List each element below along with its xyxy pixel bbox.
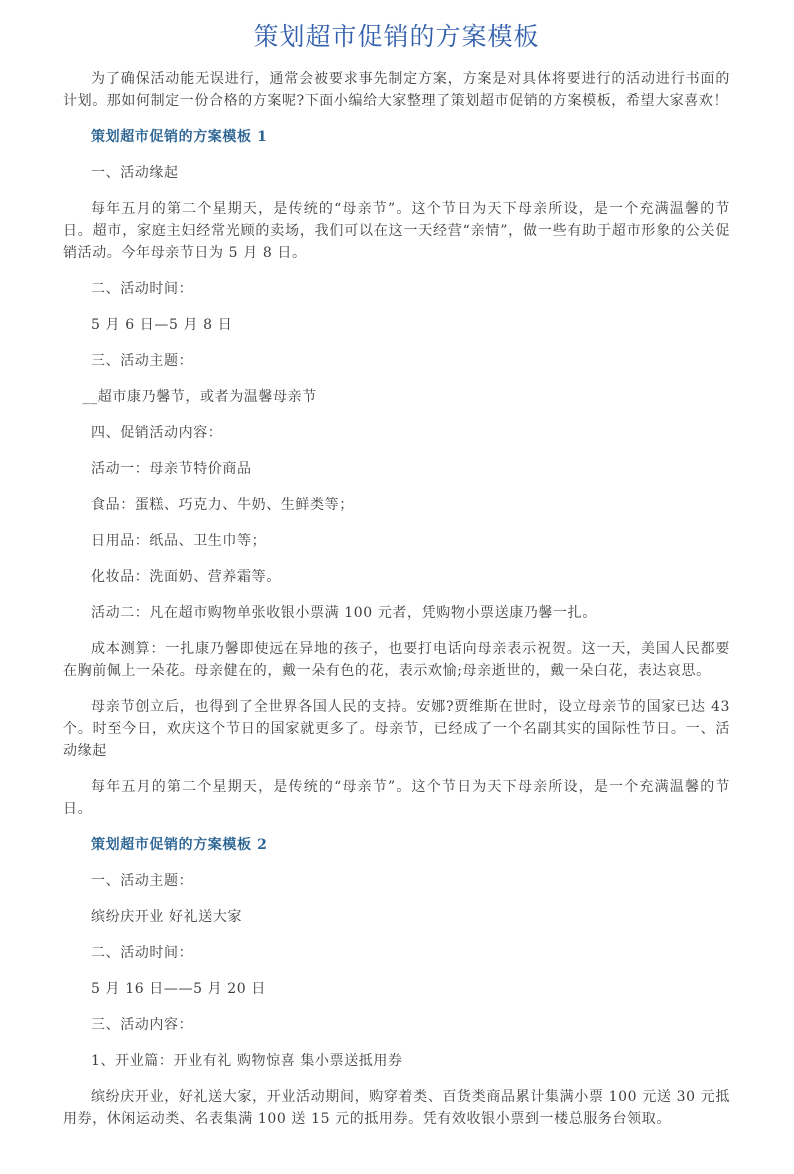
page-title: 策划超市促销的方案模板 (253, 22, 540, 51)
paragraph: 5 月 16 日——5 月 20 日 (91, 981, 266, 997)
paragraph: 成本测算：一扎康乃馨即使远在异地的孩子，也要打电话向母亲表示祝贺。这一天，美国人民都要在胸前佩上一朵花。母亲健在的，戴一朵有色的花，表示欢愉;母亲逝世的，戴一朵白花，表达哀思。 (63, 641, 730, 679)
paragraph: 三、活动内容： (91, 1017, 194, 1033)
paragraph: 每年五月的第二个星期天，是传统的“母亲节”。这个节日为天下母亲所设，是一个充满温馨的节日。超市，家庭主妇经常光顾的卖场，我们可以在这一天经营“亲情”，做一些有助于超市形象的公关促销活动。今年母亲节日为 5 月 8 日。 (63, 201, 730, 261)
paragraph: 母亲节创立后，也得到了全世界各国人民的支持。安娜?贾维斯在世时，设立母亲节的国家已达 43 个。时至今日，欢庆这个节日的国家就更多了。母亲节，已经成了一个名副其实的国际性节日。一、活动缘起 (63, 699, 730, 759)
paragraph: 日用品：纸品、卫生巾等； (91, 533, 267, 549)
section-heading-template-2: 策划超市促销的方案模板 2 (91, 837, 268, 853)
paragraph: 二、活动时间： (91, 945, 194, 961)
paragraph: 缤纷庆开业 好礼送大家 (91, 909, 243, 925)
paragraph: __超市康乃馨节，或者为温馨母亲节 (82, 389, 317, 405)
paragraph: 二、活动时间： (91, 281, 194, 297)
paragraph: 5 月 6 日—5 月 8 日 (91, 317, 233, 333)
paragraph: 四、促销活动内容： (91, 425, 223, 441)
paragraph: 活动二：凡在超市购物单张收银小票满 100 元者，凭购物小票送康乃馨一扎。 (91, 605, 597, 621)
paragraph: 化妆品：洗面奶、营养霜等。 (91, 569, 281, 585)
section-heading-template-1: 策划超市促销的方案模板 1 (91, 129, 268, 145)
paragraph: 食品：蛋糕、巧克力、牛奶、生鲜类等； (91, 497, 354, 513)
paragraph: 缤纷庆开业，好礼送大家，开业活动期间，购穿着类、百货类商品累计集满小票 100 元送 30 元抵用券，休闲运动类、名表集满 100 送 15 元的抵用券。凭有效收银小票到一楼总服务台领取。 (63, 1089, 730, 1127)
paragraph: 三、活动主题： (91, 353, 194, 369)
paragraph: 1、开业篇：开业有礼 购物惊喜 集小票送抵用券 (91, 1053, 403, 1069)
paragraph: 一、活动缘起 (91, 165, 179, 181)
intro-paragraph: 为了确保活动能无误进行，通常会被要求事先制定方案，方案是对具体将要进行的活动进行书面的计划。那如何制定一份合格的方案呢?下面小编给大家整理了策划超市促销的方案模板，希望大家喜欢！ (63, 71, 730, 109)
paragraph: 一、活动主题： (91, 873, 194, 889)
paragraph: 每年五月的第二个星期天，是传统的“母亲节”。这个节日为天下母亲所设，是一个充满温馨的节日。 (63, 779, 730, 817)
paragraph: 活动一：母亲节特价商品 (91, 461, 252, 477)
